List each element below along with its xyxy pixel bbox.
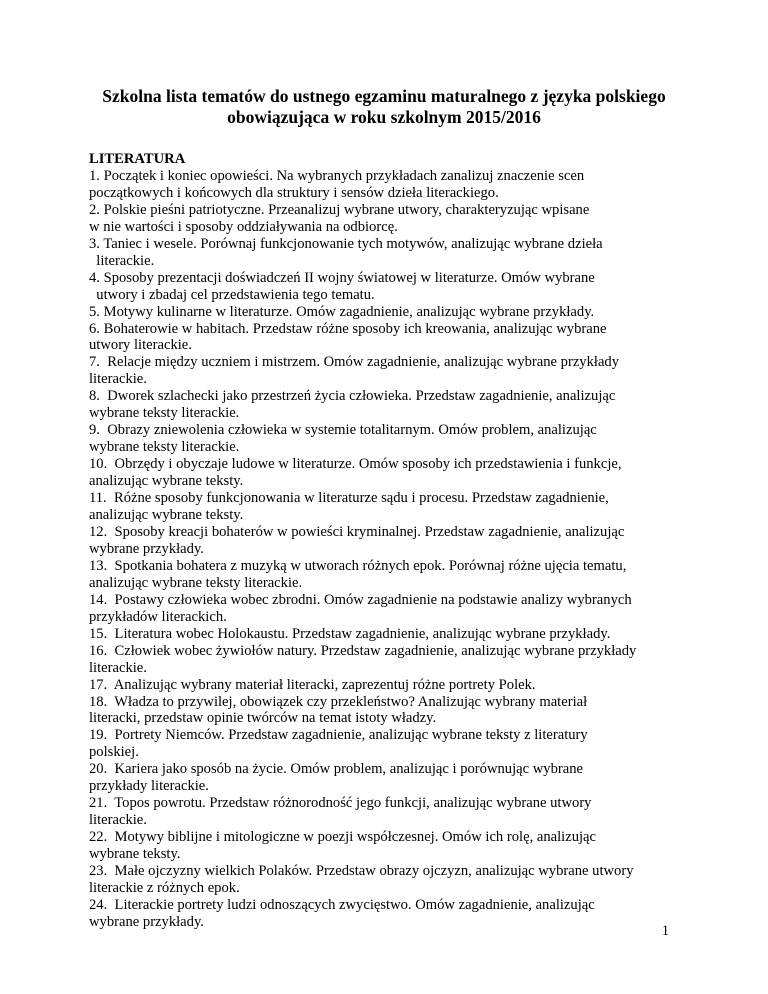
text-line: 1. Początek i koniec opowieści. Na wybranych przykładach zanalizuj znaczenie scen <box>89 167 585 184</box>
text-line: literackie. <box>89 371 147 388</box>
text-line: 22. Motywy biblijne i mitologiczne w poezji współczesnej. Omów ich rolę, analizując <box>89 829 597 846</box>
text-line: 8. Dworek szlachecki jako przestrzeń życia człowieka. Przedstaw zagadnienie, analizując <box>89 388 616 405</box>
text-line: 15. Literatura wobec Holokaustu. Przedstaw zagadnienie, analizując wybrane przykłady. <box>89 625 611 642</box>
text-line: w nie wartości i sposoby oddziaływania na odbiorcę. <box>89 218 398 235</box>
document-title <box>60 86 708 128</box>
topic-lines <box>89 168 689 931</box>
text-line: literackie. <box>89 812 147 829</box>
text-line: literackie. <box>89 659 147 676</box>
text-line: analizując wybrane teksty literackie. <box>89 574 303 591</box>
text-line: 6. Bohaterowie w habitach. Przedstaw różne sposoby ich kreowania, analizując wybrane <box>89 320 607 337</box>
text-line: przykłady literackie. <box>89 778 209 795</box>
text-line: 24. Literackie portrety ludzi odnoszących zwycięstwo. Omów zagadnienie, analizując <box>89 896 595 913</box>
text-line: 12. Sposoby kreacji bohaterów w powieści kryminalnej. Przedstaw zagadnienie, analizując <box>89 523 625 540</box>
text-line: wybrane przykłady. <box>89 913 204 930</box>
section-heading: LITERATURA <box>89 151 186 167</box>
text-line: 2. Polskie pieśni patriotyczne. Przeanalizuj wybrane utwory, charakteryzując wpisane <box>89 201 590 218</box>
text-line: wybrane teksty literackie. <box>89 439 240 456</box>
text-line: 18. Władza to przywilej, obowiązek czy przekleństwo? Analizując wybrany materiał <box>89 693 588 710</box>
text-line: 4. Sposoby prezentacji doświadczeń II wojny światowej w literaturze. Omów wybrane <box>89 269 595 286</box>
text-line: literackie. <box>89 252 155 269</box>
topic-list <box>89 151 689 931</box>
text-line: 21. Topos powrotu. Przedstaw różnorodność jego funkcji, analizując wybrane utwory <box>89 795 592 812</box>
text-line: 16. Człowiek wobec żywiołów natury. Przedstaw zagadnienie, analizując wybrane przykłady <box>89 642 637 659</box>
text-line: wybrane teksty literackie. <box>89 405 240 422</box>
text-line: 5. Motywy kulinarne w literaturze. Omów zagadnienie, analizując wybrane przykłady. <box>89 303 595 320</box>
text-line: polskiej. <box>89 744 139 761</box>
text-line: 9. Obrazy zniewolenia człowieka w systemie totalitarnym. Omów problem, analizując <box>89 422 597 439</box>
text-line: analizując wybrane teksty. <box>89 507 244 524</box>
text-line: 11. Różne sposoby funkcjonowania w literaturze sądu i procesu. Przedstaw zagadnienie, <box>89 490 609 507</box>
text-line: 14. Postawy człowieka wobec zbrodni. Omów zagadnienie na podstawie analizy wybranych <box>89 591 632 608</box>
text-line: utwory literackie. <box>89 337 192 354</box>
text-line: wybrane teksty. <box>89 846 181 863</box>
text-line: analizując wybrane teksty. <box>89 473 244 490</box>
text-line: 13. Spotkania bohatera z muzyką w utworach różnych epok. Porównaj różne ujęcia tematu, <box>89 557 627 574</box>
title-line-2: obowiązująca w roku szkolnym 2015/2016 <box>227 107 541 127</box>
text-line: wybrane przykłady. <box>89 540 204 557</box>
text-line: 17. Analizując wybrany materiał literacki, zaprezentuj różne portrety Polek. <box>89 676 536 693</box>
text-line: 7. Relacje między uczniem i mistrzem. Omów zagadnienie, analizując wybrane przykłady <box>89 354 620 371</box>
text-line: 10. Obrzędy i obyczaje ludowe w literaturze. Omów sposoby ich przedstawienia i funkcje, <box>89 456 622 473</box>
text-line: 19. Portrety Niemców. Przedstaw zagadnienie, analizując wybrane teksty z literatury <box>89 727 588 744</box>
page-number: 1 <box>661 923 669 939</box>
text-line: utwory i zbadaj cel przedstawienia tego tematu. <box>89 286 375 303</box>
text-line: przykładów literackich. <box>89 608 227 625</box>
text-line: 23. Małe ojczyzny wielkich Polaków. Przedstaw obrazy ojczyzn, analizując wybrane utwory <box>89 863 634 880</box>
text-line: początkowych i końcowych dla struktury i sensów dzieła literackiego. <box>89 184 499 201</box>
text-line: 3. Taniec i wesele. Porównaj funkcjonowanie tych motywów, analizując wybrane dzieła <box>89 235 603 252</box>
title-line-1: Szkolna lista tematów do ustnego egzaminu maturalnego z języka polskiego <box>102 86 666 106</box>
text-line: 20. Kariera jako sposób na życie. Omów problem, analizując i porównując wybrane <box>89 761 583 778</box>
text-line: literacki, przedstaw opinie twórców na temat istoty władzy. <box>89 710 437 727</box>
text-line: literackie z różnych epok. <box>89 879 240 896</box>
